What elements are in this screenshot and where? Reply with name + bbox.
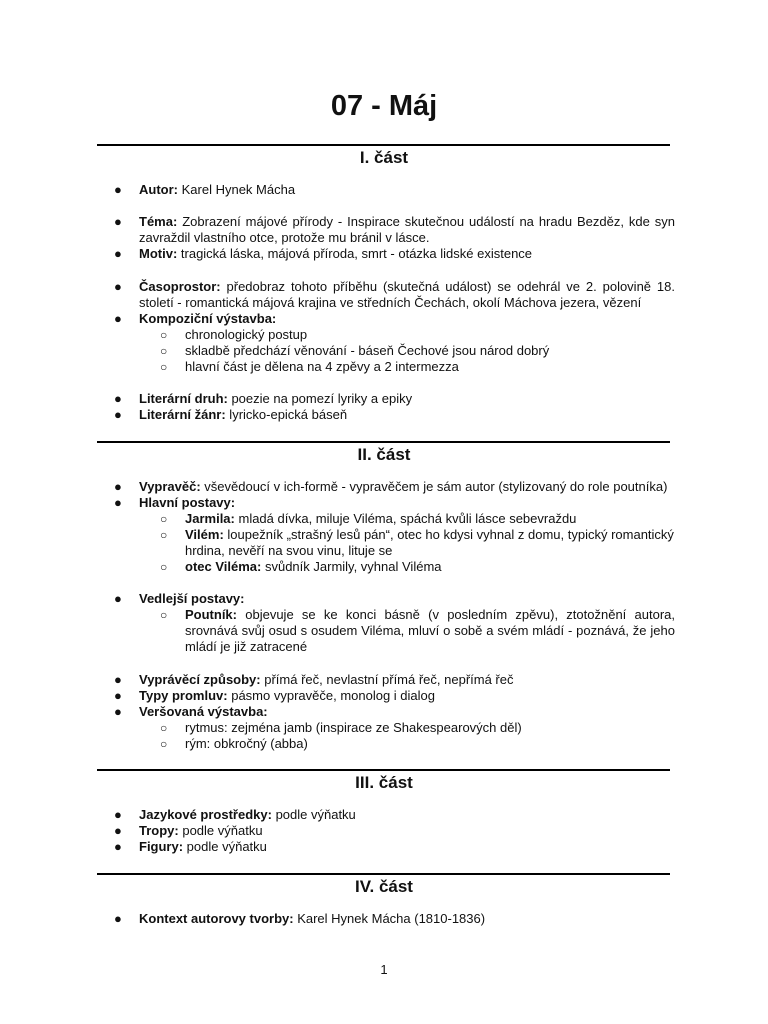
item-label: Autor: <box>139 182 178 197</box>
item-label: Veršovaná výstavba: <box>139 704 268 719</box>
item-text: mladá dívka, miluje Viléma, spáchá kvůli lásce sebevraždu <box>234 511 577 526</box>
sub-list-item <box>160 343 675 359</box>
list-item-motiv <box>114 246 675 262</box>
bullet-disc-icon: ● <box>114 807 122 822</box>
bullet-disc-icon: ● <box>114 214 122 229</box>
section-divider <box>97 873 670 875</box>
item-label: Typy promluv: <box>139 688 228 703</box>
item-label: Časoprostor: <box>139 279 221 294</box>
bullet-circle-icon: ○ <box>160 608 168 622</box>
document-title: 07 - Máj <box>330 90 438 122</box>
list-item-tropy <box>114 823 675 839</box>
section-divider <box>97 441 670 443</box>
item-label: Jazykové prostředky: <box>139 807 272 822</box>
bullet-disc-icon: ● <box>114 688 122 703</box>
item-text: svůdník Jarmily, vyhnal Viléma <box>261 559 442 574</box>
list-item-druh <box>114 391 675 407</box>
item-label: Vyprávěcí způsoby: <box>139 672 261 687</box>
item-label: Literární žánr: <box>139 407 226 422</box>
bullet-circle-icon: ○ <box>160 512 168 526</box>
bullet-circle-icon: ○ <box>160 737 168 751</box>
page-number: 1 <box>380 962 388 977</box>
item-label: Jarmila: <box>185 511 235 526</box>
bullet-disc-icon: ● <box>114 911 122 926</box>
bullet-disc-icon: ● <box>114 839 122 854</box>
item-label: otec Viléma: <box>185 559 262 574</box>
section-heading: IV. část <box>355 877 413 896</box>
item-text: tragická láska, májová příroda, smrt - otázka lidské existence <box>177 246 533 261</box>
item-text: poezie na pomezí lyriky a epiky <box>227 391 413 406</box>
bullet-circle-icon: ○ <box>160 560 168 574</box>
item-text: vševědoucí v ich-formě - vypravěčem je sám autor (stylizovaný do role poutníka) <box>200 479 668 494</box>
bullet-circle-icon: ○ <box>160 328 168 342</box>
bullet-circle-icon: ○ <box>160 360 168 374</box>
bullet-disc-icon: ● <box>114 495 122 510</box>
item-label: Motiv: <box>139 246 178 261</box>
item-label: Vypravěč: <box>139 479 201 494</box>
item-text: hlavní část je dělena na 4 zpěvy a 2 intermezza <box>185 359 459 374</box>
item-text: chronologický postup <box>185 327 308 342</box>
sub-list-item <box>160 736 675 752</box>
sub-list-item <box>160 559 675 575</box>
item-label: Literární druh: <box>139 391 228 406</box>
item-text: přímá řeč, nevlastní přímá řeč, nepřímá řeč <box>260 672 514 687</box>
item-text: skladbě předchází věnování - báseň Čechové jsou národ dobrý <box>185 343 550 358</box>
sub-list-item <box>160 327 675 343</box>
bullet-disc-icon: ● <box>114 182 122 197</box>
bullet-circle-icon: ○ <box>160 721 168 735</box>
item-text: podle výňatku <box>178 823 263 838</box>
list-item-kontext <box>114 911 675 927</box>
item-text: loupežník „strašný lesů pán“, otec ho kdysi vyhnal z domu, typický romantický hrdina, nevěří na svou vinu, lituje se <box>185 527 674 558</box>
item-text: podle výňatku <box>183 839 267 854</box>
item-label: Vilém: <box>185 527 224 542</box>
item-label: Vedlejší postavy: <box>139 591 245 606</box>
list-item-typy-promluv <box>114 688 675 704</box>
item-text: rým: obkročný (abba) <box>185 736 308 751</box>
item-text: podle výňatku <box>271 807 356 822</box>
sub-list-item <box>160 527 675 559</box>
bullet-circle-icon: ○ <box>160 528 168 542</box>
list-item-vedlejsi-postavy <box>114 591 675 607</box>
bullet-disc-icon: ● <box>114 672 122 687</box>
item-text: předobraz tohoto příběhu (skutečná událost) se odehrál ve 2. polovině 18. století - romantická májová krajina ve středních Čechách, okolí Máchova jezera, vězení <box>139 279 675 310</box>
item-text: Zobrazení májové přírody - Inspirace skutečnou událostí na hradu Bezděz, kde syn zavraždil vlastního otce, protože mu bránil v lásce. <box>139 214 675 245</box>
item-label: Figury: <box>139 839 184 854</box>
bullet-disc-icon: ● <box>114 407 122 422</box>
item-text: pásmo vypravěče, monolog i dialog <box>227 688 435 703</box>
list-item-versovana <box>114 704 675 720</box>
bullet-disc-icon: ● <box>114 311 122 326</box>
bullet-disc-icon: ● <box>114 391 122 406</box>
sub-list-item <box>160 511 675 527</box>
bullet-disc-icon: ● <box>114 279 122 294</box>
bullet-disc-icon: ● <box>114 591 122 606</box>
list-item-tema <box>114 214 675 246</box>
list-item-casoprostor <box>114 279 675 311</box>
item-text: Karel Hynek Mácha (1810-1836) <box>293 911 486 926</box>
item-label: Poutník: <box>185 607 237 622</box>
list-item-jazykove <box>114 807 675 823</box>
item-text: rytmus: zejména jamb (inspirace ze Shakespearových děl) <box>185 720 522 735</box>
list-item-figury <box>114 839 675 855</box>
list-item-hlavni-postavy <box>114 495 675 511</box>
item-label: Hlavní postavy: <box>139 495 236 510</box>
bullet-disc-icon: ● <box>114 246 122 261</box>
list-item-kompozice <box>114 311 675 327</box>
sub-list-item <box>160 359 675 375</box>
item-label: Téma: <box>139 214 178 229</box>
sub-list-item <box>160 607 675 655</box>
section-divider <box>97 769 670 771</box>
bullet-circle-icon: ○ <box>160 344 168 358</box>
item-text: objevuje se ke konci básně (v posledním zpěvu), ztotožnění autora, srovnává svůj osud s osudem Viléma, mluví o sobě a svém mládí - poznává, že jeho mládí je již zatracené <box>185 607 675 654</box>
list-item-vypravec <box>114 479 675 495</box>
bullet-disc-icon: ● <box>114 479 122 494</box>
item-label: Kontext autorovy tvorby: <box>139 911 294 926</box>
list-item-zanr <box>114 407 675 423</box>
item-text: Karel Hynek Mácha <box>178 182 296 197</box>
section-heading: I. část <box>359 148 409 167</box>
section-heading: III. část <box>355 773 413 792</box>
item-label: Tropy: <box>139 823 179 838</box>
bullet-disc-icon: ● <box>114 704 122 719</box>
section-divider <box>97 144 670 146</box>
item-label: Kompoziční výstavba: <box>139 311 277 326</box>
list-item-vypravec-zpusoby <box>114 672 675 688</box>
list-item-autor <box>114 182 675 198</box>
sub-list-item <box>160 720 675 736</box>
section-heading: II. část <box>357 445 411 464</box>
bullet-disc-icon: ● <box>114 823 122 838</box>
item-text: lyricko-epická báseň <box>225 407 348 422</box>
